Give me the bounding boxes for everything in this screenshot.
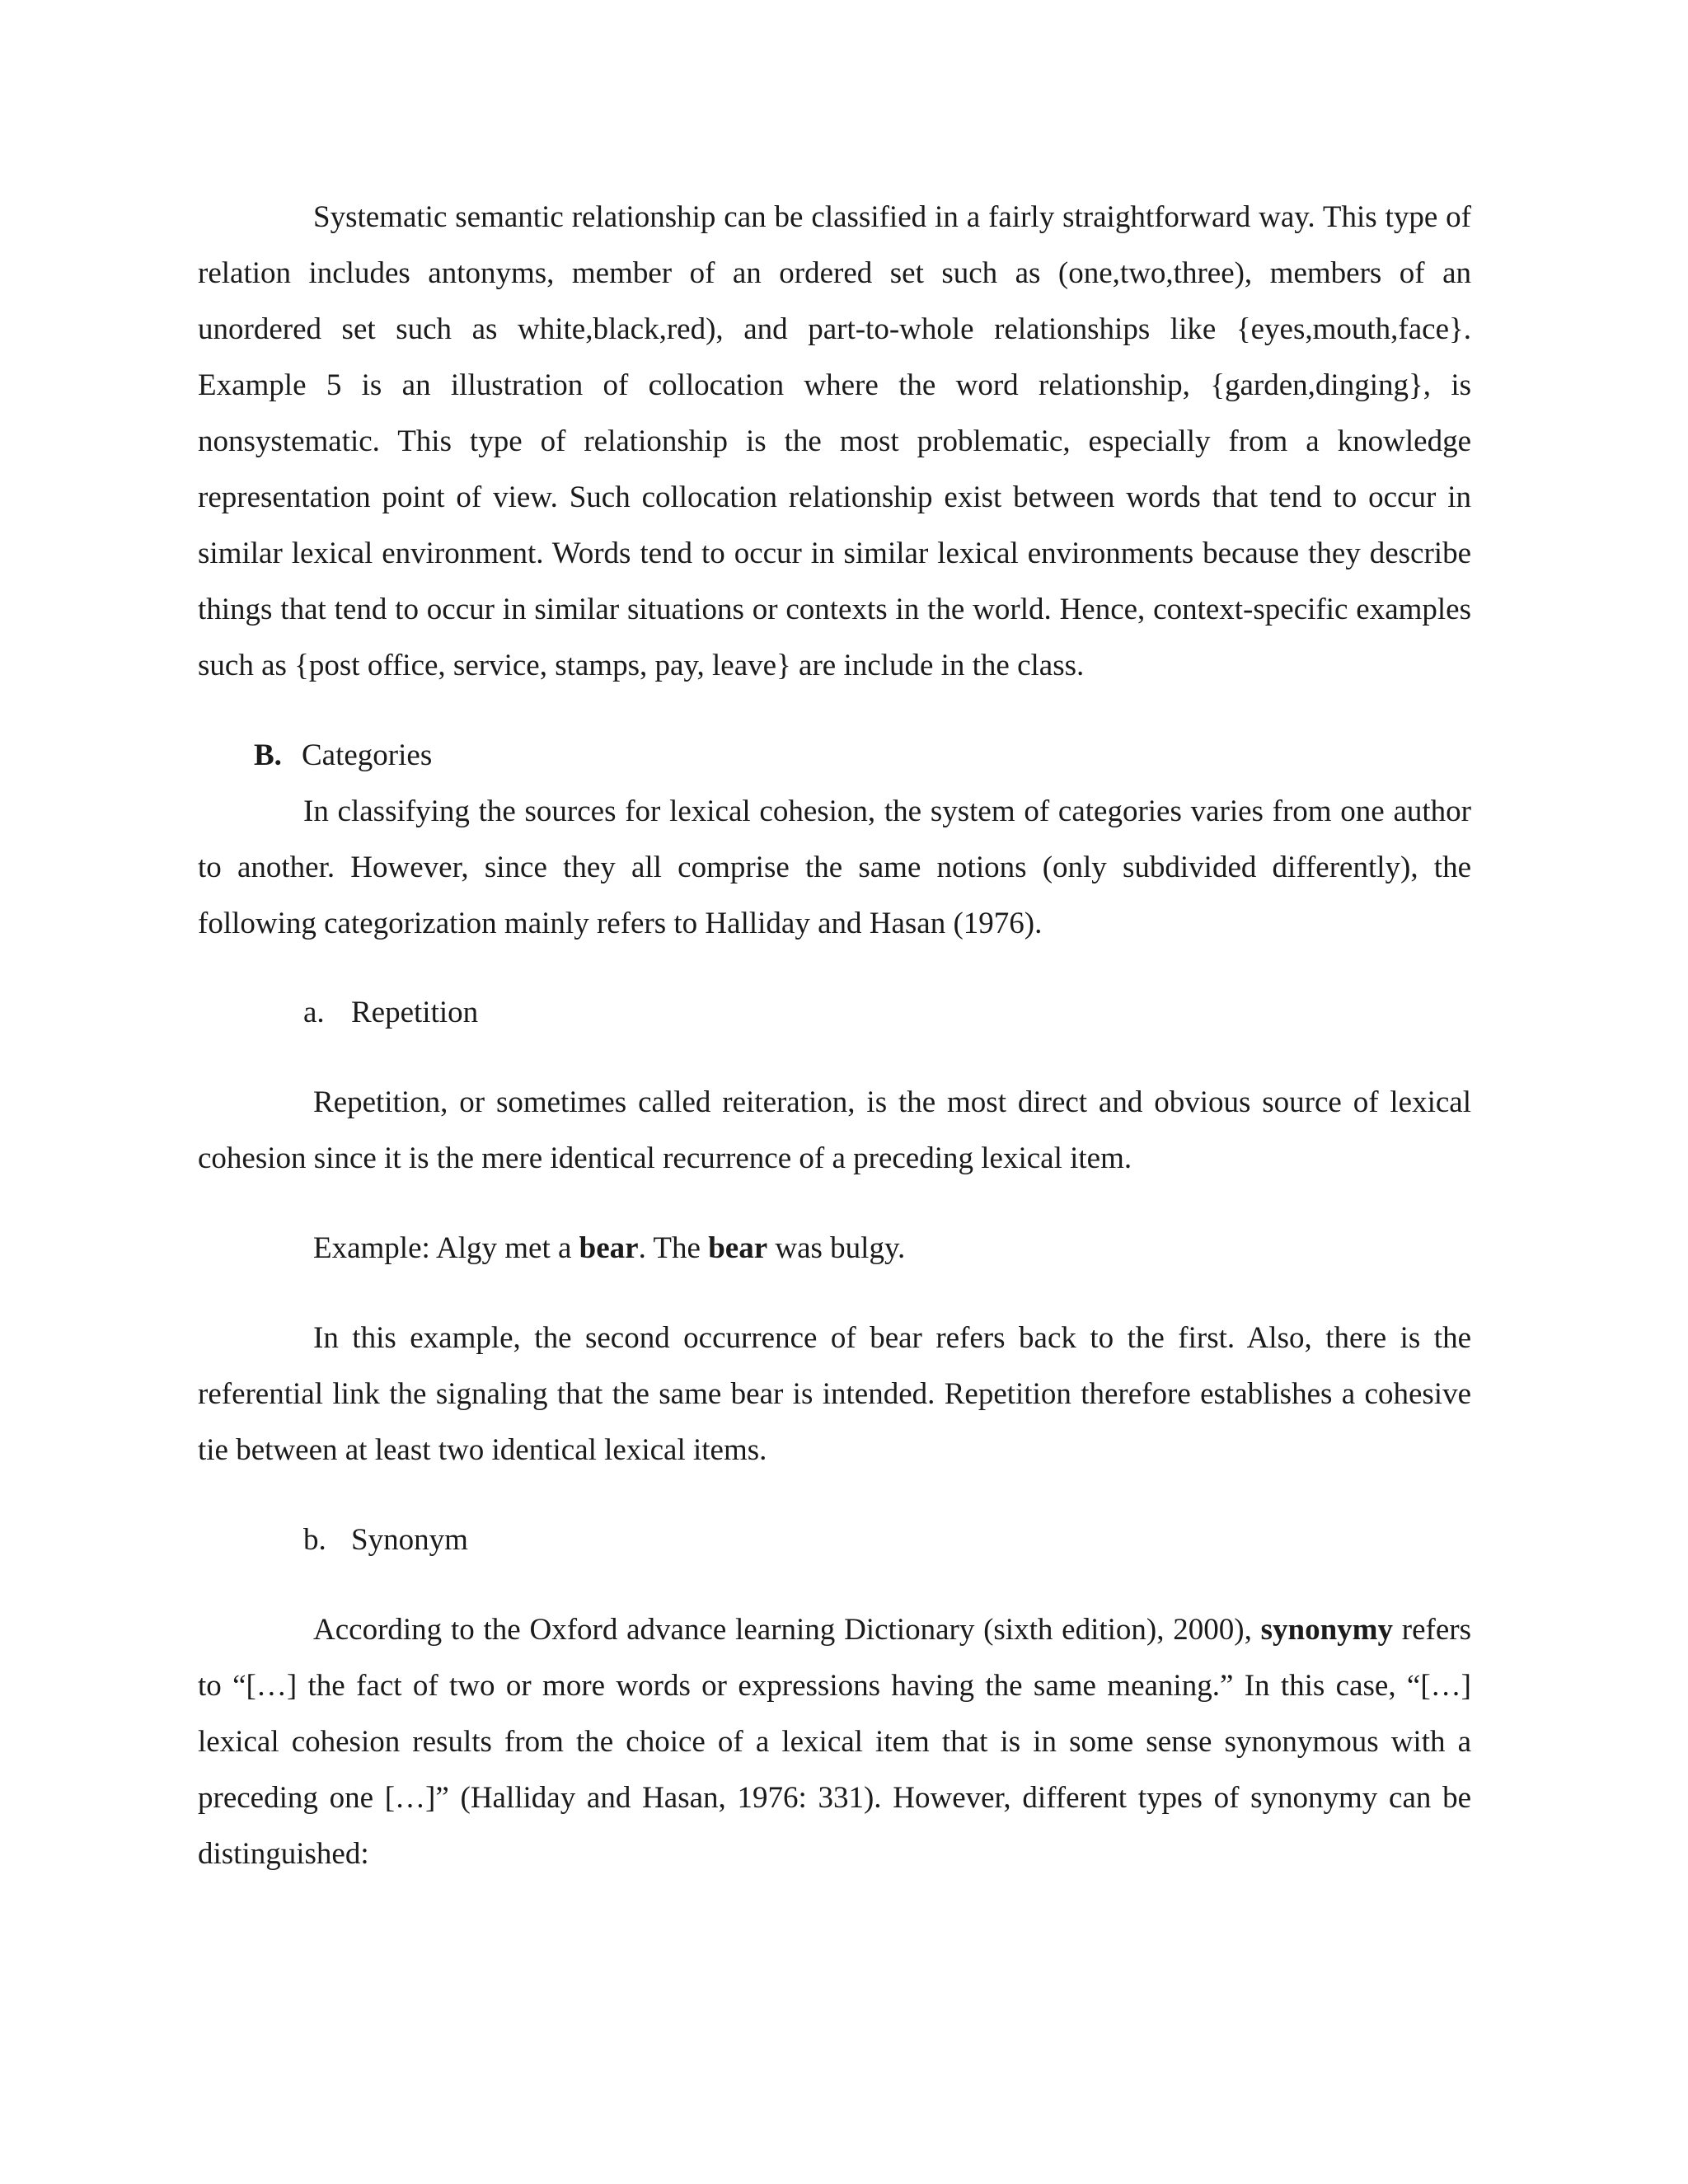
paragraph-collocation: Systematic semantic relationship can be classified in a fairly straightforward way. This type of relation includes antonyms, member of an ordered set such as (one,two,three), members of an unordered set such as white,black,red), and part-to-whole relationships like {eyes,mouth,face}. Example 5 is an illustration of collocation where the word relationship, {garden,dinging}, is nonsystematic. This type of relationship is the most problematic, especially from a knowledge representation point of view. Such collocation relationship exist between words that tend to occur in similar lexical environment. Words tend to occur in similar lexical environments because they describe things that tend to occur in similar situations or contexts in the world. Hence, context-specific examples such as {post office, service, stamps, pay, leave} are include in the class. bbox=[198, 200, 1471, 682]
spacer bbox=[198, 694, 1471, 728]
example-bold-word: bear bbox=[708, 1231, 768, 1265]
section-letter: B. bbox=[254, 738, 282, 772]
subheading-repetition bbox=[198, 985, 1471, 1041]
example-text: Example: Algy met a bbox=[313, 1231, 579, 1265]
document-page bbox=[198, 190, 1471, 1882]
paragraph-categories-intro: In classifying the sources for lexical cohesion, the system of categories varies from one author to another. However, since they all comprise the same notions (only subdivided differently), the following categorization mainly refers to Halliday and Hasan (1976). bbox=[198, 794, 1471, 940]
paragraph-repetition: Repetition, or sometimes called reiteration, is the most direct and obvious source of lexical cohesion since it is the mere identical recurrence of a preceding lexical item. bbox=[198, 1085, 1471, 1175]
paragraph-text: refers to “[…] the fact of two or more words or expressions having the same meaning.” In this case, “[…] lexical cohesion results from the choice of a lexical item that is in some sense synonymous with a preceding one […]” (Halliday and Hasan, 1976: 331). However, different types of synonymy can be distinguished: bbox=[198, 1613, 1471, 1871]
subheading-letter: b. bbox=[303, 1523, 326, 1557]
subheading-letter: a. bbox=[303, 996, 325, 1029]
example-text: . The bbox=[638, 1231, 709, 1265]
section-heading-categories bbox=[198, 728, 1471, 784]
example-sentence bbox=[198, 1221, 1471, 1277]
spacer bbox=[198, 1187, 1471, 1221]
spacer bbox=[198, 1568, 1471, 1602]
example-text: was bulgy. bbox=[767, 1231, 906, 1265]
paragraph-repetition-explanation: In this example, the second occurrence of bear refers back to the first. Also, there is the referential link the signaling that the same bear is intended. Repetition therefore establishes a cohesive tie between at least two identical lexical items. bbox=[198, 1321, 1471, 1467]
spacer bbox=[198, 1277, 1471, 1310]
spacer bbox=[198, 1479, 1471, 1512]
subheading-synonym bbox=[198, 1512, 1471, 1568]
paragraph-synonymy bbox=[198, 1602, 1471, 1882]
subheading-title: Synonym bbox=[351, 1523, 468, 1557]
bold-term-synonymy: synonymy bbox=[1260, 1613, 1393, 1647]
spacer bbox=[198, 1041, 1471, 1075]
example-bold-word: bear bbox=[579, 1231, 639, 1265]
section-title: Categories bbox=[302, 738, 433, 772]
spacer bbox=[198, 952, 1471, 985]
subheading-title: Repetition bbox=[351, 996, 479, 1029]
paragraph-text: According to the Oxford advance learning Dictionary (sixth edition), 2000), bbox=[313, 1613, 1261, 1647]
